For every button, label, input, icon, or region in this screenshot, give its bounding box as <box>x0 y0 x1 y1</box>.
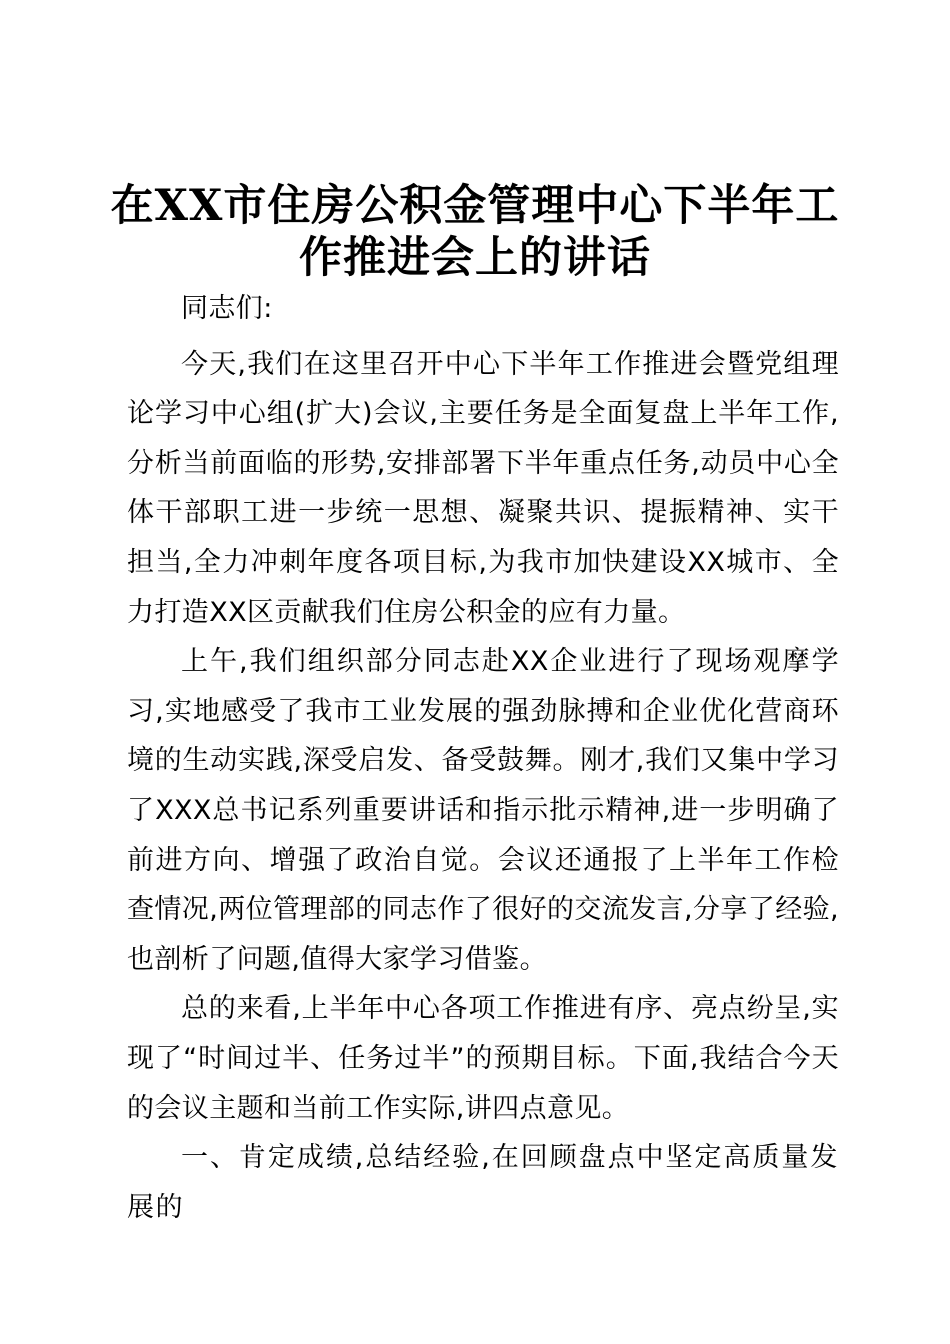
document-title: 在XX市住房公积金管理中心下半年工作推进会上的讲话 <box>110 181 840 283</box>
paragraph-summary: 总的来看,上半年中心各项工作推进有序、亮点纷呈,实现了“时间过半、任务过半”的预期目标。下面,我结合今天的会议主题和当前工作实际,讲四点意见。 <box>127 993 839 1124</box>
salutation: 同志们: <box>181 293 273 324</box>
paragraph-opening: 今天,我们在这里召开中心下半年工作推进会暨党组理论学习中心组(扩大)会议,主要任务是全面复盘上半年工作,分析当前面临的形势,安排部署下半年重点任务,动员中心全体干部职工进一步统一思想、凝聚共识、提振精神、实干担当,全力冲刺年度各项目标,为我市加快建设XX城市、全力打造XX区贡献我们住房公积金的应有力量。 <box>127 348 839 628</box>
section-heading-one: 一、肯定成绩,总结经验,在回顾盘点中坚定高质量发展的 <box>127 1142 839 1223</box>
document-body <box>127 284 839 1232</box>
paragraph-morning-visit: 上午,我们组织部分同志赴XX企业进行了现场观摩学习,实地感受了我市工业发展的强劲脉搏和企业优化营商环境的生动实践,深受启发、备受鼓舞。刚才,我们又集中学习了XXX总书记系列重要讲话和指示批示精神,进一步明确了前进方向、增强了政治自觉。会议还通报了上半年工作检查情况,两位管理部的同志作了很好的交流发言,分享了经验,也剖析了问题,值得大家学习借鉴。 <box>127 646 839 975</box>
